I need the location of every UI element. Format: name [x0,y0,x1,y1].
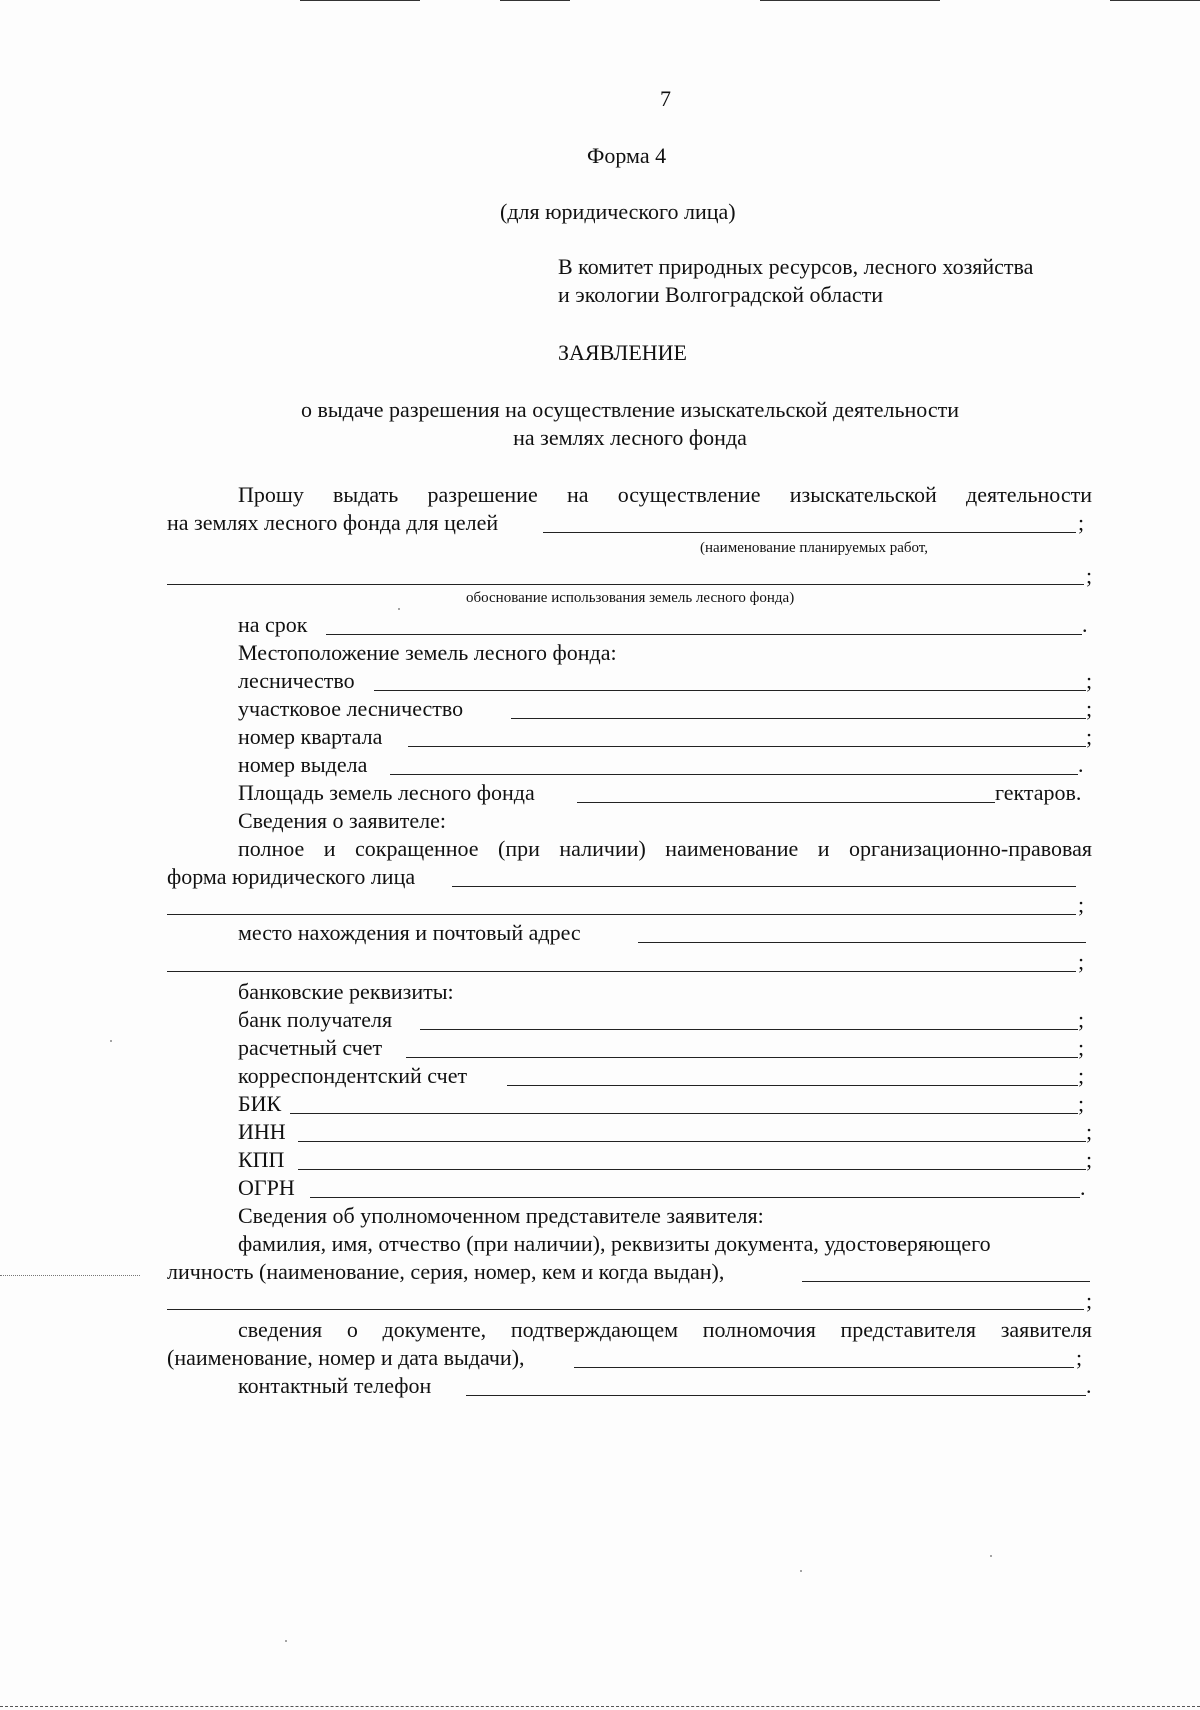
area-label: Площадь земель лесного фонда [238,780,535,805]
bank-label: банк получателя [238,1007,393,1032]
intro-line-1 [238,482,1092,508]
semicolon: ; [1086,1147,1093,1172]
phone-label: контактный телефон [238,1373,432,1398]
scan-edge-left [0,1275,140,1276]
name-word: сокращенное [355,836,479,861]
semicolon: ; [1078,1063,1085,1088]
rep-field-line-2[interactable] [167,1309,1084,1310]
name-word: полное [238,836,305,861]
address-label: место нахождения и почтовый адрес [238,920,581,945]
name-word: и [817,836,830,861]
kpp-field-line[interactable] [298,1169,1086,1170]
name-word: наличии) [559,836,646,861]
semicolon: ; [1086,696,1093,721]
ogrn-field-line[interactable] [310,1197,1080,1198]
location-heading: Местоположение земель лесного фонда: [238,640,617,665]
semicolon: ; [1086,724,1093,749]
name-word: организационно-правовая [849,836,1092,861]
semicolon: ; [1086,1288,1093,1313]
semicolon: ; [1078,949,1085,974]
form-subtitle: (для юридического лица) [500,199,736,224]
scan-edge-top [300,0,420,1]
purpose-field-line[interactable] [543,532,1076,533]
semicolon: ; [1078,510,1085,535]
scan-speck [285,1640,287,1642]
area-field-line[interactable] [577,802,995,803]
corr-account-label: корреспондентский счет [238,1063,468,1088]
doc-word: подтверждающем [510,1317,679,1342]
intro-word: на [566,482,589,507]
semicolon: ; [1086,668,1093,693]
doc-line-1 [238,1317,1092,1343]
scan-speck [800,1570,802,1572]
rep-line-1: фамилия, имя, отчество (при наличии), реквизиты документа, удостоверяющего [238,1231,991,1256]
doc-word: заявителя [1000,1317,1092,1342]
address-field-line[interactable] [638,942,1086,943]
semicolon: ; [1078,1091,1085,1116]
term-field-line[interactable] [326,634,1082,635]
allotment-label: номер выдела [238,752,368,777]
account-field-line[interactable] [406,1057,1078,1058]
purpose-field-line-2[interactable] [167,584,1084,585]
doc-word: документе, [382,1317,487,1342]
corr-account-field-line[interactable] [507,1085,1078,1086]
kpp-label: КПП [238,1147,285,1172]
district-forestry-field-line[interactable] [511,718,1086,719]
addressee-line-1: В комитет природных ресурсов, лесного хозяйства [558,254,1034,279]
semicolon: ; [1086,1119,1093,1144]
period: . [1086,1373,1092,1398]
semicolon: ; [1078,1035,1085,1060]
semicolon: ; [1076,1345,1083,1370]
doc-word: сведения [238,1317,323,1342]
phone-field-line[interactable] [466,1395,1086,1396]
scan-edge-top [500,0,570,1]
semicolon: ; [1086,563,1093,588]
area-unit: гектаров. [995,780,1082,805]
allotment-field-line[interactable] [390,774,1078,775]
district-forestry-label: участковое лесничество [238,696,464,721]
intro-word: деятельности [966,482,1092,507]
name-line-1 [238,836,1092,862]
intro-word: изыскательской [789,482,937,507]
applicant-heading: Сведения о заявителе: [238,808,447,833]
rep-line-2: личность (наименование, серия, номер, кем и когда выдан), [167,1259,725,1284]
period: . [1078,752,1084,777]
term-label: на срок [238,612,308,637]
quarter-field-line[interactable] [408,746,1086,747]
intro-word: Прошу [238,482,304,507]
semicolon: ; [1078,892,1085,917]
intro-word: разрешение [427,482,538,507]
inn-label: ИНН [238,1119,286,1144]
bik-field-line[interactable] [290,1113,1078,1114]
addressee-line-2: и экологии Волгоградской области [558,282,884,307]
document-subtitle-line-2: на землях лесного фонда [513,425,747,450]
rep-heading: Сведения об уполномоченном представителе заявителя: [238,1203,764,1228]
forestry-label: лесничество [238,668,355,693]
intro-word: выдать [333,482,399,507]
scan-edge-bottom [0,1706,1200,1707]
form-label: Форма 4 [587,143,667,168]
ogrn-label: ОГРН [238,1175,295,1200]
name-word: и [323,836,336,861]
name-field-line-2[interactable] [167,914,1076,915]
doc-field-line[interactable] [574,1367,1074,1368]
doc-word: представителя [840,1317,977,1342]
scan-edge-top [760,0,940,1]
period: . [1080,1175,1086,1200]
document-title: ЗАЯВЛЕНИЕ [558,340,687,365]
name-field-line[interactable] [452,886,1076,887]
doc-line-2: (наименование, номер и дата выдачи), [167,1345,525,1370]
address-field-line-2[interactable] [167,971,1076,972]
document-subtitle-line-1: о выдаче разрешения на осуществление изыскательской деятельности [300,397,959,422]
name-word: (при [498,836,540,861]
scan-edge-top [1110,0,1200,1]
bank-heading: банковские реквизиты: [238,979,454,1004]
intro-line-2: на землях лесного фонда для целей [167,510,499,535]
account-label: расчетный счет [238,1035,383,1060]
bank-field-line[interactable] [420,1029,1078,1030]
doc-word: полномочия [702,1317,816,1342]
quarter-label: номер квартала [238,724,383,749]
rep-field-line[interactable] [802,1281,1090,1282]
forestry-field-line[interactable] [374,690,1086,691]
bik-label: БИК [238,1091,282,1116]
page-number: 7 [660,86,671,111]
semicolon: ; [1078,1007,1085,1032]
purpose-hint-1: (наименование планируемых работ, [700,540,928,556]
purpose-hint-2: обоснование использования земель лесного фонда) [466,590,795,606]
inn-field-line[interactable] [298,1141,1086,1142]
intro-word: осуществление [617,482,761,507]
name-word: наименование [665,836,799,861]
scan-speck [110,1040,112,1042]
name-line-2: форма юридического лица [167,864,416,889]
scan-speck [990,1555,992,1557]
period: . [1082,612,1088,637]
doc-word: о [346,1317,358,1342]
scan-speck [398,608,400,610]
